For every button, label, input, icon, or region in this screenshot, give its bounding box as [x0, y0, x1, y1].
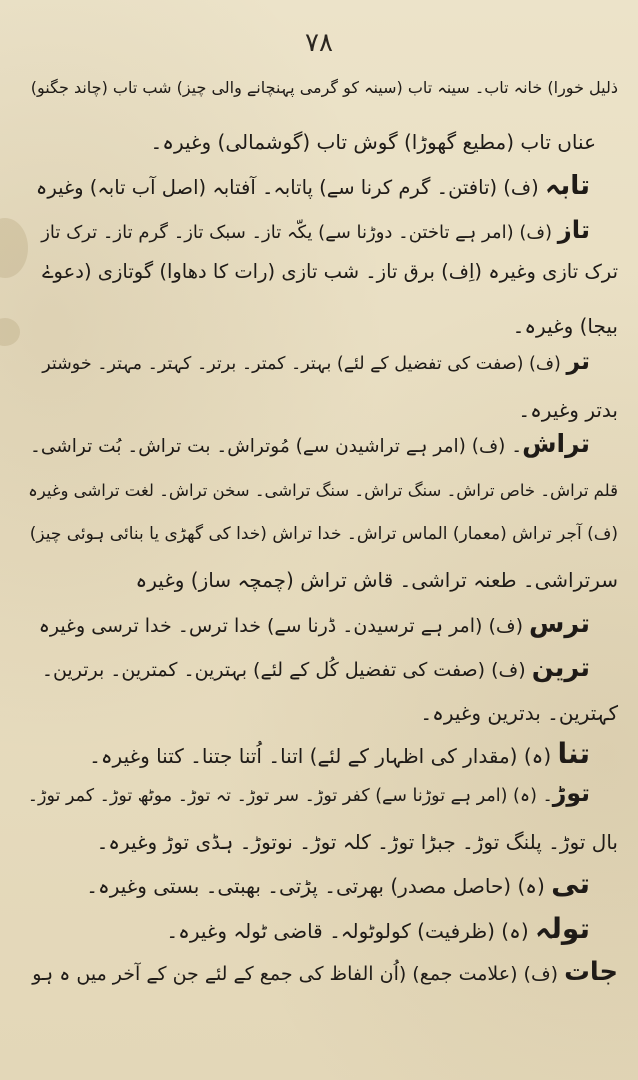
entry-line — [28, 429, 590, 458]
entry-line — [27, 779, 590, 807]
entry-line — [28, 867, 590, 900]
headword: تنا — [557, 737, 590, 770]
headword: تر — [566, 347, 590, 375]
text-line — [28, 483, 618, 500]
text-line — [28, 316, 618, 336]
line-text: قلم تراش۔ خاص تراش۔ سنگ تراش۔ سنگ تراشی۔ سخن تراش۔ لغت تراشی وغیرہ — [28, 481, 618, 500]
entry-line — [28, 215, 590, 244]
entry-line — [28, 609, 590, 639]
entry-text: (ف) (صفت کی تفضیل کے لئے) بہتر۔ کمتر۔ برتر۔ کہتر۔ مہتر۔ خوشتر — [42, 354, 561, 374]
entry-text: (ف) (تافتن۔ گرم کرنا سے) پاتابہ۔ آفتابہ (اصل آب تابہ) وغیرہ — [35, 176, 539, 199]
text-line — [28, 526, 618, 543]
line-text: بدتر وغیرہ۔ — [518, 398, 618, 422]
line-text: ذلیل خورا) خانہ تاب۔ سینہ تاب (سینہ کو گرمی پہنچانے والی چیز) شب تاب (چاند جگنو) — [30, 78, 618, 97]
entry-line — [28, 347, 590, 375]
headword: تابہ — [544, 171, 590, 201]
entry-text: (ہ) (حاصل مصدر) بھرتی۔ پڑتی۔ بھبتی۔ بستی وغیرہ۔ — [86, 874, 545, 898]
page-number: ۷۸ — [305, 28, 333, 58]
line-text: عناں تاب (مطیع گھوڑا) گوش تاب (گوشمالی) وغیرہ۔ — [150, 130, 596, 154]
entry-text: (ہ) (ظرفیت) کولوٹولہ۔ قاضی ٹولہ وغیرہ۔ — [166, 919, 529, 943]
entry-text: (ف) (امر ہے ترسیدن۔ ڈرنا سے) خدا ترس۔ خدا ترسی وغیرہ — [38, 615, 523, 637]
line-text: سرتراشی۔ طعنہ تراشی۔ قاش تراش (چمچہ ساز) وغیرہ — [135, 568, 618, 592]
entry-text: (ف) (صفت کی تفضیل کُل کے لئے) بہترین۔ کمترین۔ برترین۔ — [41, 659, 526, 681]
entry-line — [28, 173, 590, 199]
text-line — [28, 832, 618, 852]
line-text: (ف) آجر تراش (معمار) الماس تراش۔ خدا تراش (خدا کی گھڑی یا بنائی ہوئی چیز) — [29, 524, 618, 544]
entry-text: (ف) (علامت جمع) (اُن الفاظ کی جمع کے لئے جن کے آخر میں ہ ہو — [32, 963, 559, 985]
line-text: بال توڑ۔ پلنگ توڑ۔ جبڑا توڑ۔ کلہ توڑ۔ نوتوڑ۔ ہڈی توڑ وغیرہ۔ — [96, 830, 618, 854]
headword: تولہ — [535, 912, 590, 945]
headword: تراش — [522, 429, 590, 458]
headword: توڑ — [552, 779, 590, 807]
paper-stain — [0, 218, 28, 278]
entry-text: (ہ) (مقدار کی اظہار کے لئے) اتنا۔ اُتنا جتنا۔ کتنا وغیرہ۔ — [89, 744, 552, 768]
entry-text: ۔ (ہ) (امر ہے توڑنا سے) کفر توڑ۔ سر توڑ۔ تہ توڑ۔ موٹھ توڑ۔ کمر توڑ۔ — [27, 786, 553, 806]
entry-text: ۔ (ف) (امر ہے تراشیدن سے) مُوتراش۔ بت تراش۔ بُت تراشی۔ — [30, 436, 523, 457]
headword: ترس — [529, 609, 590, 639]
text-line — [28, 80, 618, 96]
text-line — [28, 262, 618, 282]
text-line — [28, 400, 618, 420]
paper-stain — [0, 318, 20, 346]
headword: جات — [564, 957, 618, 987]
text-line — [28, 570, 618, 590]
line-text: بیجا) وغیرہ۔ — [512, 314, 618, 338]
line-text: کہترین۔ بدترین وغیرہ۔ — [420, 701, 618, 725]
dictionary-text — [28, 70, 618, 1070]
entry-line — [28, 912, 590, 945]
entry-line — [28, 653, 590, 683]
headword: تاز — [557, 215, 590, 244]
line-text: ترک تازی وغیرہ (اِف) برق تاز۔ شب تازی (رات کا دھاوا) گوتازی (دعوےٰ — [42, 260, 618, 283]
headword: ترین — [531, 653, 590, 683]
headword: تی — [551, 867, 590, 900]
entry-line — [28, 737, 590, 770]
entry-text: (ف) (امر ہے تاختن۔ دوڑنا سے) یکّہ تاز۔ سبک تاز۔ گرم تاز۔ ترک تاز — [41, 222, 553, 243]
entry-line — [28, 957, 618, 987]
text-line — [28, 703, 618, 723]
text-line — [28, 132, 596, 152]
